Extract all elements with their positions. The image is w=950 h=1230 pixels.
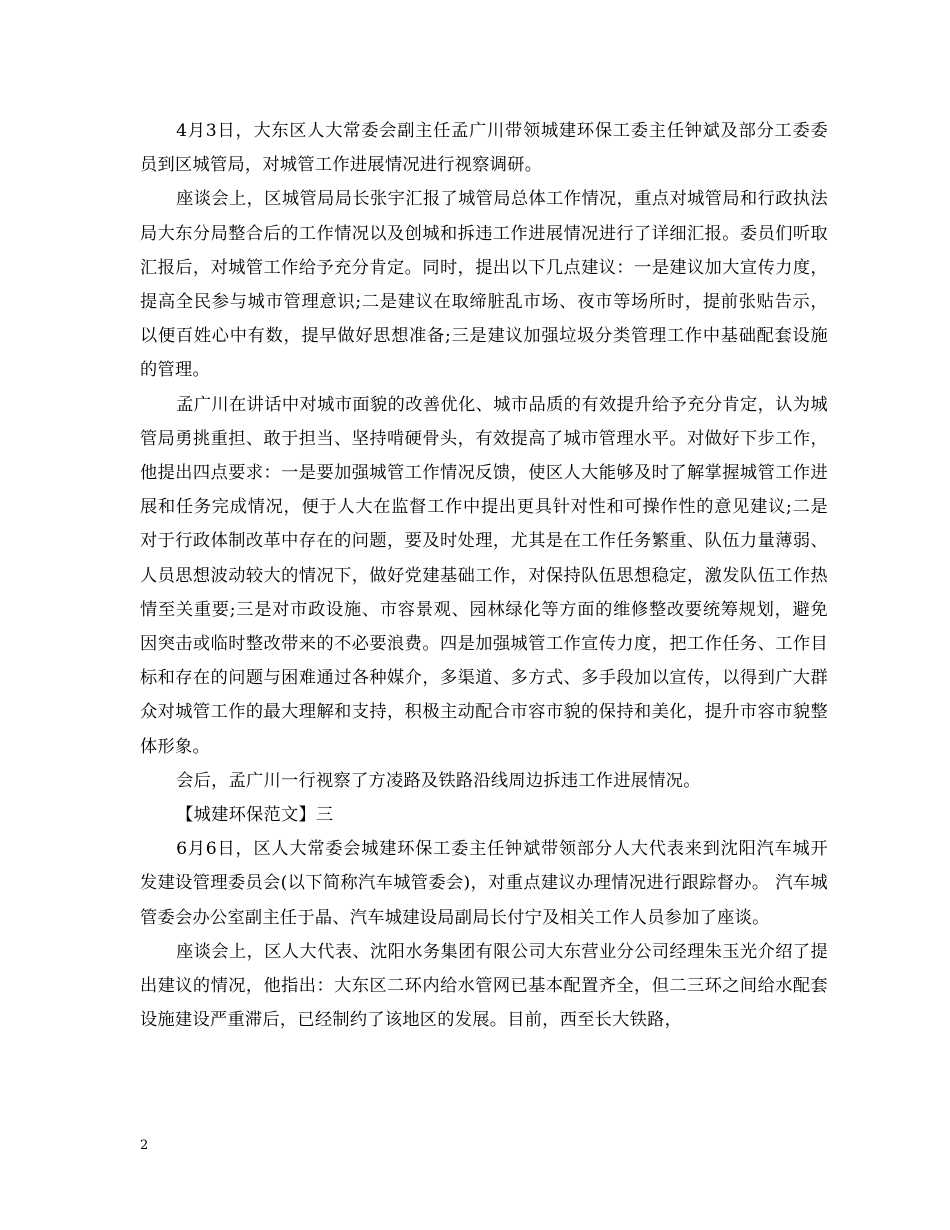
paragraph-6: 座谈会上，区人大代表、沈阳水务集团有限公司大东营业分公司经理朱玉光介绍了提出建议的情况，他指出：大东区二环内给水管网已基本配置齐全，但二三环之间给水配套设施建设严重滞后，已经制约了该地区的发展。目前，西至长大铁路， bbox=[140, 941, 828, 1031]
paragraph-2: 座谈会上，区城管局局长张宇汇报了城管局总体工作情况，重点对城管局和行政执法局大东分局整合后的工作情况以及创城和拆违工作进展情况进行了详细汇报。委员们听取汇报后，对城管工作给予充分肯定。同时，提出以下几点建议：一是建议加大宣传力度，提高全民参与城市管理意识;二是建议在取缔脏乱市场、夜市等场所时，提前张贴告示，以便百姓心中有数，提早做好思想准备;三是建议加强垃圾分类管理工作中基础配套设施的管理。 bbox=[140, 189, 828, 381]
paragraph-4: 会后，孟广川一行视察了方凌路及铁路沿线周边拆违工作进展情况。 bbox=[176, 770, 701, 791]
paragraph-3: 孟广川在讲话中对城市面貌的改善优化、城市品质的有效提升给予充分肯定，认为城管局勇挑重担、敢于担当、坚持啃硬骨头，有效提高了城市管理水平。对做好下步工作，他提出四点要求：一是要加强城管工作情况反馈，使区人大能够及时了解掌握城管工作进展和任务完成情况，便于人大在监督工作中提出更具针对性和可操作性的意见建议;二是对于行政体制改革中存在的问题，要及时处理，尤其是在工作任务繁重、队伍力量薄弱、人员思想波动较大的情况下，做好党建基础工作，对保持队伍思想稳定，激发队伍工作热情至关重要;三是对市政设施、市容景观、园林绿化等方面的维修整改要统筹规划，避免因突击或临时整改带来的不必要浪费。四是加强城管工作宣传力度，把工作任务、工作目标和存在的问题与困难通过各种媒介，多渠道、多方式、多手段加以宣传，以得到广大群众对城管工作的最大理解和支持，积极主动配合市容市貌的保持和美化，提升市容市貌整体形象。 bbox=[140, 394, 828, 757]
paragraph-5: 6月6日，区人大常委会城建环保工委主任钟斌带领部分人大代表来到沈阳汽车城开发建设管理委员会(以下简称汽车城管委会)，对重点建议办理情况进行跟踪督办。 汽车城管委会办公室副主任于晶、汽车城建设局副局长付宁及相关工作人员参加了座谈。 bbox=[140, 839, 828, 928]
page-number: 2 bbox=[140, 1138, 149, 1153]
section-heading: 【城建环保范文】三 bbox=[176, 805, 334, 826]
paragraph-1: 4月3日，大东区人大常委会副主任孟广川带领城建环保工委主任钟斌及部分工委委员到区城管局，对城管工作进展情况进行视察调研。 bbox=[140, 121, 828, 176]
document-body bbox=[140, 114, 828, 1037]
